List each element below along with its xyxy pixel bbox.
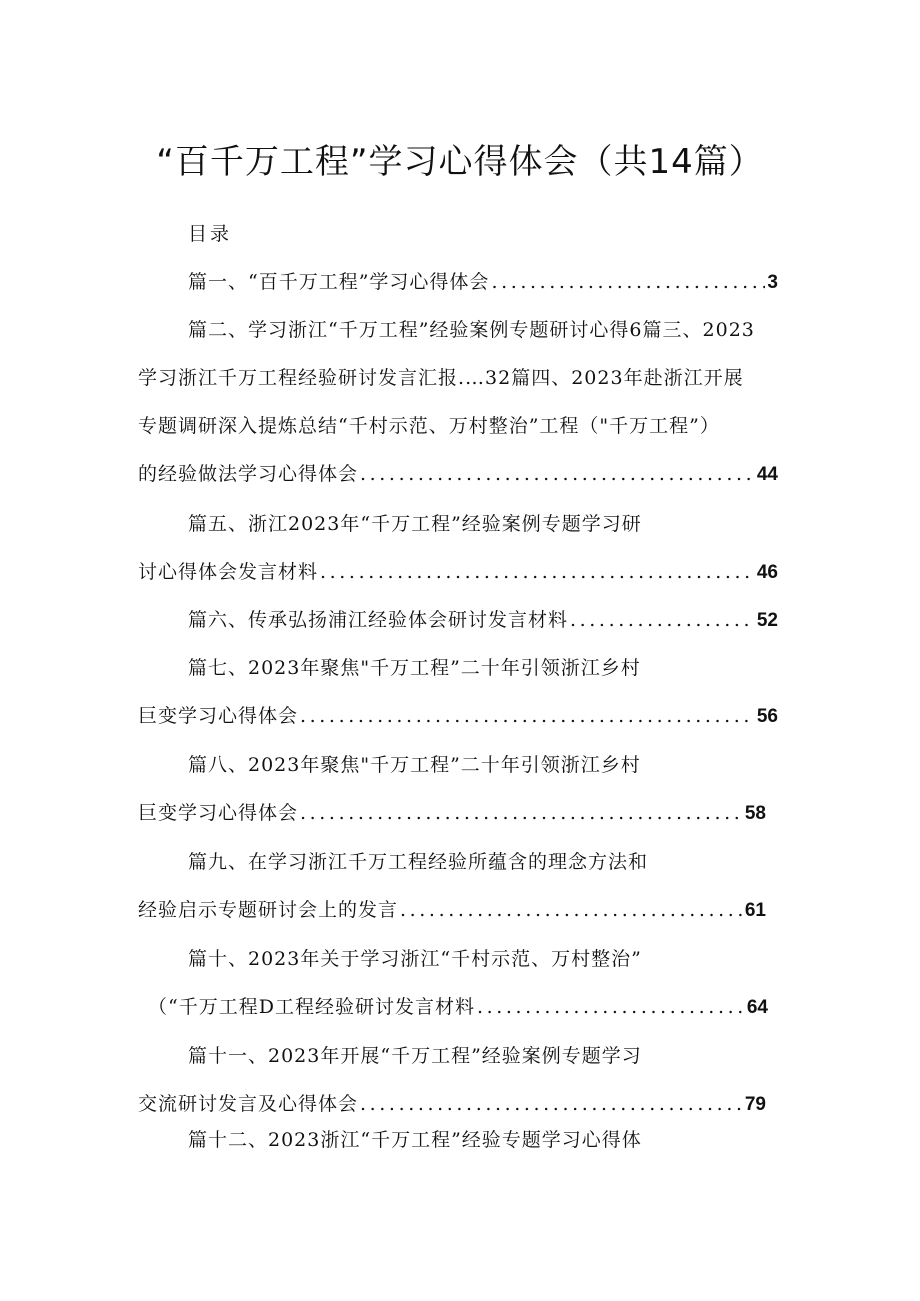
toc-entry-8-page: 58 — [744, 803, 766, 824]
toc-entry-1[interactable] — [188, 268, 778, 297]
toc-entry-5-page: 46 — [756, 562, 778, 583]
toc-entry-6[interactable] — [188, 606, 778, 635]
dot-leader — [570, 606, 755, 634]
toc-entry-11-title: 交流研讨发言及心得体会 — [138, 1093, 359, 1115]
toc-entry-5-title: 讨心得体会发言材料 — [138, 561, 319, 583]
toc-entry-1-title: 篇一、“百千万工程”学习心得体会 — [188, 271, 490, 293]
dot-leader — [400, 896, 743, 924]
toc-entry-11-line-1[interactable]: 篇十一、2023年开展“千万工程”经验案例专题学习 — [188, 1045, 642, 1067]
document-title: “百千万工程”学习心得体会（共14篇） — [156, 142, 764, 182]
toc-entry-11-page: 79 — [744, 1094, 766, 1115]
toc-entry-9-title: 经验启示专题研讨会上的发言 — [138, 899, 399, 921]
toc-entry-5-line-1[interactable]: 篇五、浙江2023年“千万工程”经验案例专题学习研 — [188, 513, 642, 535]
toc-entry-7-line-1[interactable]: 篇七、2023年聚焦"千万工程”二十年引领浙江乡村 — [188, 657, 641, 679]
toc-entry-2-line-1[interactable]: 篇二、学习浙江“千万工程”经验案例专题研讨心得6篇三、2023 — [188, 319, 755, 341]
dot-leader — [360, 460, 755, 488]
toc-entry-1-page: 3 — [767, 272, 778, 293]
dot-leader — [320, 558, 755, 586]
toc-entry-4-line-3[interactable]: 专题调研深入提炼总结“千村示范、万村整治”工程（"千万工程”） — [138, 415, 720, 437]
toc-entry-9-page: 61 — [744, 900, 766, 921]
toc-entry-7[interactable] — [138, 702, 778, 731]
dot-leader — [477, 993, 745, 1021]
toc-entry-8-line-1[interactable]: 篇八、2023年聚焦"千万工程”二十年引领浙江乡村 — [188, 754, 641, 776]
toc-entry-4[interactable] — [138, 460, 778, 489]
toc-entry-7-title: 巨变学习心得体会 — [138, 705, 299, 727]
toc-entry-6-page: 52 — [756, 610, 778, 631]
dot-leader — [300, 702, 755, 730]
toc-entry-10-line-1[interactable]: 篇十、2023年关于学习浙江“千村示范、万村整治” — [188, 948, 642, 970]
toc-entry-5[interactable] — [138, 558, 778, 587]
toc-entry-12-line-1[interactable]: 篇十二、2023浙江“千万工程”经验专题学习心得体 — [188, 1129, 642, 1151]
toc-entry-10-page: 64 — [746, 997, 768, 1018]
toc-entry-8-title: 巨变学习心得体会 — [138, 802, 299, 824]
toc-entry-6-title: 篇六、传承弘扬浦江经验体会研讨发言材料 — [188, 609, 569, 631]
toc-entry-10[interactable] — [148, 993, 768, 1022]
toc-entry-7-page: 56 — [756, 706, 778, 727]
dot-leader — [360, 1090, 743, 1118]
toc-entry-9-line-1[interactable]: 篇九、在学习浙江千万工程经验所蕴含的理念方法和 — [188, 851, 649, 873]
toc-entry-4-title: 的经验做法学习心得体会 — [138, 463, 359, 485]
toc-entry-8[interactable] — [138, 799, 766, 828]
toc-entry-11[interactable] — [138, 1090, 766, 1119]
toc-entry-4-page: 44 — [756, 464, 778, 485]
dot-leader — [300, 799, 743, 827]
toc-entry-3-line-2[interactable]: 学习浙江千万工程经验研讨发言汇报.…32篇四、2023年赴浙江开展 — [138, 367, 744, 389]
dot-leader — [491, 268, 765, 296]
toc-entry-10-title: （“千万工程D工程经验研讨发言材料 — [148, 996, 475, 1018]
toc-heading: 目录 — [188, 223, 233, 245]
toc-entry-9[interactable] — [138, 896, 766, 925]
